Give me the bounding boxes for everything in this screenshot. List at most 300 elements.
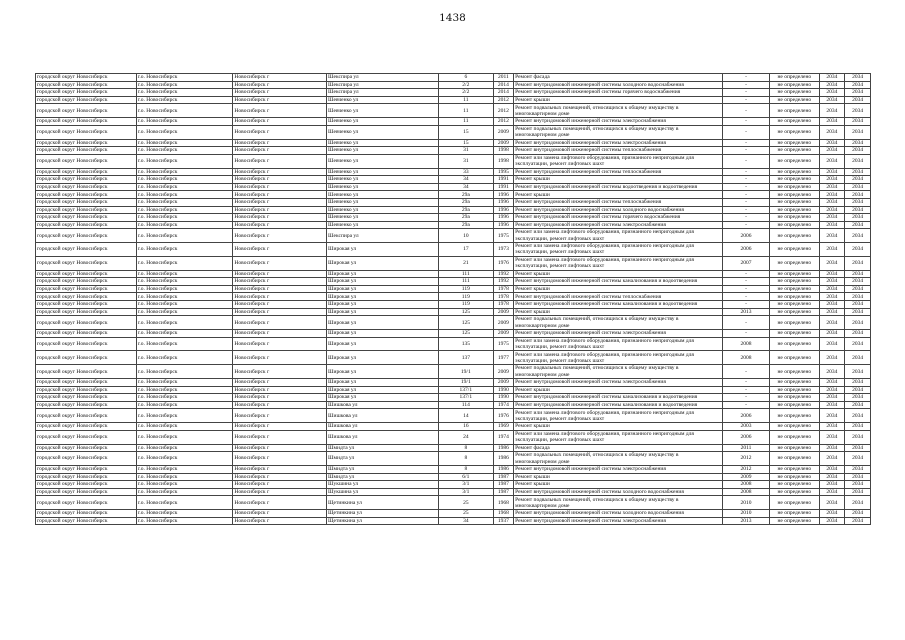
district-cell: городской округ Новосибирск [36, 104, 137, 118]
last-repair-cell: 2008 [722, 351, 769, 365]
street-cell: Широкая ул [326, 256, 438, 270]
district-cell: городской округ Новосибирск [36, 118, 137, 126]
city-cell: Новосибирск г [233, 379, 327, 387]
municipality-cell: г.о. Новосибирск [136, 473, 233, 481]
municipality-cell: г.о. Новосибирск [136, 221, 233, 229]
city-cell: Новосибирск г [233, 198, 327, 206]
year-built-cell: 1968 [493, 496, 514, 510]
city-cell: Новосибирск г [233, 452, 327, 466]
house-cell: 25 [439, 496, 494, 510]
status-cell: не определено [770, 401, 819, 409]
district-cell: городской округ Новосибирск [36, 96, 137, 104]
year-built-cell: 2012 [493, 96, 514, 104]
street-cell: Шевченко ул [326, 118, 438, 126]
status-cell: не определено [770, 285, 819, 293]
street-cell: Широкая ул [326, 301, 438, 309]
last-repair-cell: - [722, 183, 769, 191]
house-cell: 119 [439, 293, 494, 301]
street-cell: Шишкова ул [326, 401, 438, 409]
house-cell: 29а [439, 198, 494, 206]
district-cell: городской округ Новосибирск [36, 444, 137, 452]
work-type-cell: Ремонт или замена лифтового оборудования, признанного непригодным для эксплуатации, ремонт лифтовых шахт [514, 154, 723, 168]
table-row [36, 191, 871, 199]
end-year-cell: 2034 [845, 147, 871, 155]
municipality-cell: г.о. Новосибирск [136, 481, 233, 489]
year-built-cell: 1974 [493, 401, 514, 409]
table-body [36, 74, 871, 525]
city-cell: Новосибирск г [233, 168, 327, 176]
house-cell: 33 [439, 168, 494, 176]
city-cell: Новосибирск г [233, 118, 327, 126]
capital-repair-table [35, 73, 871, 525]
work-type-cell: Ремонт или замена лифтового оборудования, признанного непригодным для эксплуатации, ремонт лифтовых шахт [514, 409, 723, 423]
street-cell: Широкая ул [326, 285, 438, 293]
start-year-cell: 2034 [819, 293, 845, 301]
year-built-cell: 2011 [493, 74, 514, 82]
district-cell: городской округ Новосибирск [36, 293, 137, 301]
municipality-cell: г.о. Новосибирск [136, 214, 233, 222]
street-cell: Шишкова ул [326, 430, 438, 444]
table-row [36, 337, 871, 351]
start-year-cell: 2034 [819, 278, 845, 286]
year-built-cell: 1991 [493, 176, 514, 184]
table-row [36, 198, 871, 206]
municipality-cell: г.о. Новосибирск [136, 278, 233, 286]
district-cell: городской округ Новосибирск [36, 337, 137, 351]
table-row [36, 118, 871, 126]
municipality-cell: г.о. Новосибирск [136, 125, 233, 139]
municipality-cell: г.о. Новосибирск [136, 176, 233, 184]
street-cell: Широкая ул [326, 243, 438, 257]
table-row [36, 517, 871, 525]
start-year-cell: 2034 [819, 176, 845, 184]
year-built-cell: 1974 [493, 430, 514, 444]
house-cell: 2/2 [439, 81, 494, 89]
work-type-cell: Ремонт внутридомовой инженерной системы электроснабжения [514, 330, 723, 338]
year-built-cell: 1986 [493, 452, 514, 466]
status-cell: не определено [770, 183, 819, 191]
last-repair-cell: - [722, 365, 769, 379]
municipality-cell: г.о. Новосибирск [136, 430, 233, 444]
district-cell: городской округ Новосибирск [36, 465, 137, 473]
year-built-cell: 1978 [493, 293, 514, 301]
status-cell: не определено [770, 488, 819, 496]
municipality-cell: г.о. Новосибирск [136, 89, 233, 97]
year-built-cell: 1987 [493, 488, 514, 496]
start-year-cell: 2034 [819, 316, 845, 330]
city-cell: Новосибирск г [233, 444, 327, 452]
end-year-cell: 2034 [845, 401, 871, 409]
table-row [36, 488, 871, 496]
work-type-cell: Ремонт внутридомовой инженерной системы канализования и водоотведения [514, 278, 723, 286]
table-row [36, 496, 871, 510]
table-row [36, 243, 871, 257]
street-cell: Шевченко ул [326, 214, 438, 222]
district-cell: городской округ Новосибирск [36, 256, 137, 270]
work-type-cell: Ремонт крыши [514, 473, 723, 481]
house-cell: 3/1 [439, 488, 494, 496]
start-year-cell: 2034 [819, 206, 845, 214]
last-repair-cell: 2006 [722, 229, 769, 243]
year-built-cell: 1990 [493, 394, 514, 402]
work-type-cell: Ремонт внутридомовой инженерной системы теплоснабжения [514, 198, 723, 206]
house-cell: 119 [439, 301, 494, 309]
municipality-cell: г.о. Новосибирск [136, 401, 233, 409]
work-type-cell: Ремонт крыши [514, 270, 723, 278]
municipality-cell: г.о. Новосибирск [136, 510, 233, 518]
work-type-cell: Ремонт внутридомовой инженерной системы водоотведения и водоотведения [514, 183, 723, 191]
house-cell: 29а [439, 191, 494, 199]
city-cell: Новосибирск г [233, 401, 327, 409]
end-year-cell: 2034 [845, 229, 871, 243]
start-year-cell: 2034 [819, 139, 845, 147]
street-cell: Шишкова ул [326, 423, 438, 431]
status-cell: не определено [770, 308, 819, 316]
start-year-cell: 2034 [819, 430, 845, 444]
table-row [36, 270, 871, 278]
year-built-cell: 1990 [493, 386, 514, 394]
street-cell: Шишкова ул [326, 409, 438, 423]
street-cell: Шевченко ул [326, 198, 438, 206]
house-cell: 31 [439, 154, 494, 168]
year-built-cell: 2009 [493, 308, 514, 316]
last-repair-cell: - [722, 386, 769, 394]
work-type-cell: Ремонт внутридомовой инженерной системы холодного водоснабжения [514, 488, 723, 496]
start-year-cell: 2034 [819, 125, 845, 139]
district-cell: городской округ Новосибирск [36, 214, 137, 222]
table-row [36, 401, 871, 409]
table-row [36, 221, 871, 229]
start-year-cell: 2034 [819, 409, 845, 423]
street-cell: Щетинкина ул [326, 517, 438, 525]
district-cell: городской округ Новосибирск [36, 423, 137, 431]
year-built-cell: 1986 [493, 444, 514, 452]
table-row [36, 81, 871, 89]
street-cell: Широкая ул [326, 386, 438, 394]
house-cell: 137/1 [439, 394, 494, 402]
table-row [36, 394, 871, 402]
end-year-cell: 2034 [845, 379, 871, 387]
work-type-cell: Ремонт подвальных помещений, относящихся к общему имуществу в многоквартирном доме [514, 365, 723, 379]
house-cell: 125 [439, 308, 494, 316]
municipality-cell: г.о. Новосибирск [136, 104, 233, 118]
year-built-cell: 1978 [493, 301, 514, 309]
house-cell: 29а [439, 221, 494, 229]
municipality-cell: г.о. Новосибирск [136, 452, 233, 466]
status-cell: не определено [770, 394, 819, 402]
street-cell: Шекспира ул [326, 229, 438, 243]
table-row [36, 308, 871, 316]
status-cell: не определено [770, 293, 819, 301]
year-built-cell: 1975 [493, 229, 514, 243]
status-cell: не определено [770, 89, 819, 97]
year-built-cell: 1996 [493, 214, 514, 222]
street-cell: Шевченко ул [326, 104, 438, 118]
city-cell: Новосибирск г [233, 229, 327, 243]
table-row [36, 301, 871, 309]
start-year-cell: 2034 [819, 270, 845, 278]
status-cell: не определено [770, 473, 819, 481]
house-cell: 125 [439, 330, 494, 338]
municipality-cell: г.о. Новосибирск [136, 365, 233, 379]
last-repair-cell: 2012 [722, 452, 769, 466]
house-cell: 111 [439, 270, 494, 278]
status-cell: не определено [770, 496, 819, 510]
district-cell: городской округ Новосибирск [36, 89, 137, 97]
city-cell: Новосибирск г [233, 221, 327, 229]
street-cell: Шекспира ул [326, 89, 438, 97]
work-type-cell: Ремонт внутридомовой инженерной системы электроснабжения [514, 221, 723, 229]
last-repair-cell: - [722, 206, 769, 214]
city-cell: Новосибирск г [233, 81, 327, 89]
house-cell: 31 [439, 147, 494, 155]
table-row [36, 510, 871, 518]
status-cell: не определено [770, 351, 819, 365]
municipality-cell: г.о. Новосибирск [136, 229, 233, 243]
start-year-cell: 2034 [819, 89, 845, 97]
end-year-cell: 2034 [845, 365, 871, 379]
municipality-cell: г.о. Новосибирск [136, 285, 233, 293]
street-cell: Шевченко ул [326, 154, 438, 168]
year-built-cell: 1937 [493, 517, 514, 525]
end-year-cell: 2034 [845, 74, 871, 82]
last-repair-cell: 2007 [722, 256, 769, 270]
city-cell: Новосибирск г [233, 139, 327, 147]
end-year-cell: 2034 [845, 517, 871, 525]
work-type-cell: Ремонт или замена лифтового оборудования, признанного непригодным для эксплуатации, ремонт лифтовых шахт [514, 243, 723, 257]
city-cell: Новосибирск г [233, 430, 327, 444]
work-type-cell: Ремонт внутридомовой инженерной системы теплоснабжения [514, 147, 723, 155]
status-cell: не определено [770, 423, 819, 431]
house-cell: 14 [439, 409, 494, 423]
table-row [36, 104, 871, 118]
house-cell: 34 [439, 183, 494, 191]
table-row [36, 481, 871, 489]
city-cell: Новосибирск г [233, 330, 327, 338]
work-type-cell: Ремонт внутридомовой инженерной системы холодного водоснабжения [514, 81, 723, 89]
street-cell: Шевченко ул [326, 125, 438, 139]
start-year-cell: 2034 [819, 221, 845, 229]
house-cell: 2/2 [439, 89, 494, 97]
start-year-cell: 2034 [819, 465, 845, 473]
work-type-cell: Ремонт внутридомовой инженерной системы теплоснабжения [514, 168, 723, 176]
municipality-cell: г.о. Новосибирск [136, 81, 233, 89]
end-year-cell: 2034 [845, 198, 871, 206]
work-type-cell: Ремонт крыши [514, 176, 723, 184]
table-row [36, 139, 871, 147]
status-cell: не определено [770, 465, 819, 473]
last-repair-cell: 2006 [722, 430, 769, 444]
street-cell: Широкая ул [326, 337, 438, 351]
city-cell: Новосибирск г [233, 176, 327, 184]
end-year-cell: 2034 [845, 481, 871, 489]
district-cell: городской округ Новосибирск [36, 206, 137, 214]
city-cell: Новосибирск г [233, 337, 327, 351]
start-year-cell: 2034 [819, 308, 845, 316]
municipality-cell: г.о. Новосибирск [136, 465, 233, 473]
start-year-cell: 2034 [819, 168, 845, 176]
work-type-cell: Ремонт внутридомовой инженерной системы горячего водоснабжения [514, 89, 723, 97]
street-cell: Щетинкина ул [326, 510, 438, 518]
end-year-cell: 2034 [845, 214, 871, 222]
end-year-cell: 2034 [845, 191, 871, 199]
work-type-cell: Ремонт внутридомовой инженерной системы электроснабжения [514, 517, 723, 525]
end-year-cell: 2034 [845, 351, 871, 365]
status-cell: не определено [770, 256, 819, 270]
start-year-cell: 2034 [819, 104, 845, 118]
house-cell: 17 [439, 243, 494, 257]
status-cell: не определено [770, 409, 819, 423]
status-cell: не определено [770, 147, 819, 155]
end-year-cell: 2034 [845, 104, 871, 118]
street-cell: Шевченко ул [326, 191, 438, 199]
last-repair-cell: 2008 [722, 488, 769, 496]
end-year-cell: 2034 [845, 316, 871, 330]
street-cell: Шевченко ул [326, 183, 438, 191]
status-cell: не определено [770, 214, 819, 222]
district-cell: городской округ Новосибирск [36, 386, 137, 394]
house-cell: 11 [439, 104, 494, 118]
street-cell: Широкая ул [326, 270, 438, 278]
year-built-cell: 2009 [493, 139, 514, 147]
city-cell: Новосибирск г [233, 465, 327, 473]
municipality-cell: г.о. Новосибирск [136, 308, 233, 316]
street-cell: Широкая ул [326, 293, 438, 301]
house-cell: 16 [439, 423, 494, 431]
city-cell: Новосибирск г [233, 301, 327, 309]
last-repair-cell: 2008 [722, 337, 769, 351]
status-cell: не определено [770, 330, 819, 338]
work-type-cell: Ремонт внутридомовой инженерной системы холодного водоснабжения [514, 510, 723, 518]
city-cell: Новосибирск г [233, 125, 327, 139]
end-year-cell: 2034 [845, 452, 871, 466]
municipality-cell: г.о. Новосибирск [136, 330, 233, 338]
table-row [36, 183, 871, 191]
status-cell: не определено [770, 301, 819, 309]
start-year-cell: 2034 [819, 401, 845, 409]
district-cell: городской округ Новосибирск [36, 270, 137, 278]
year-built-cell: 2012 [493, 118, 514, 126]
end-year-cell: 2034 [845, 125, 871, 139]
table-row [36, 125, 871, 139]
year-built-cell: 1991 [493, 183, 514, 191]
city-cell: Новосибирск г [233, 386, 327, 394]
status-cell: не определено [770, 278, 819, 286]
status-cell: не определено [770, 386, 819, 394]
end-year-cell: 2034 [845, 89, 871, 97]
page-number: 1438 [439, 12, 466, 24]
end-year-cell: 2034 [845, 176, 871, 184]
end-year-cell: 2034 [845, 256, 871, 270]
start-year-cell: 2034 [819, 147, 845, 155]
work-type-cell: Ремонт крыши [514, 308, 723, 316]
start-year-cell: 2034 [819, 118, 845, 126]
last-repair-cell: - [722, 191, 769, 199]
municipality-cell: г.о. Новосибирск [136, 293, 233, 301]
table-row [36, 465, 871, 473]
year-built-cell: 1976 [493, 409, 514, 423]
municipality-cell: г.о. Новосибирск [136, 379, 233, 387]
table-row [36, 473, 871, 481]
municipality-cell: г.о. Новосибирск [136, 147, 233, 155]
district-cell: городской округ Новосибирск [36, 221, 137, 229]
last-repair-cell: - [722, 401, 769, 409]
street-cell: Шевченко ул [326, 176, 438, 184]
last-repair-cell: 2006 [722, 409, 769, 423]
table-row [36, 89, 871, 97]
district-cell: городской округ Новосибирск [36, 168, 137, 176]
end-year-cell: 2034 [845, 330, 871, 338]
status-cell: не определено [770, 365, 819, 379]
street-cell: Шмидта ул [326, 473, 438, 481]
street-cell: Шмидта ул [326, 444, 438, 452]
end-year-cell: 2034 [845, 221, 871, 229]
table-row [36, 96, 871, 104]
status-cell: не определено [770, 316, 819, 330]
city-cell: Новосибирск г [233, 316, 327, 330]
year-built-cell: 2009 [493, 330, 514, 338]
city-cell: Новосибирск г [233, 351, 327, 365]
year-built-cell: 2012 [493, 104, 514, 118]
municipality-cell: г.о. Новосибирск [136, 496, 233, 510]
start-year-cell: 2034 [819, 517, 845, 525]
municipality-cell: г.о. Новосибирск [136, 394, 233, 402]
year-built-cell: 1969 [493, 423, 514, 431]
year-built-cell: 1996 [493, 191, 514, 199]
district-cell: городской округ Новосибирск [36, 488, 137, 496]
district-cell: городской округ Новосибирск [36, 365, 137, 379]
municipality-cell: г.о. Новосибирск [136, 386, 233, 394]
district-cell: городской округ Новосибирск [36, 243, 137, 257]
street-cell: Широкая ул [326, 379, 438, 387]
end-year-cell: 2034 [845, 308, 871, 316]
last-repair-cell: 2011 [722, 444, 769, 452]
district-cell: городской округ Новосибирск [36, 285, 137, 293]
district-cell: городской округ Новосибирск [36, 316, 137, 330]
work-type-cell: Ремонт внутридомовой инженерной системы канализования и водоотведения [514, 394, 723, 402]
district-cell: городской округ Новосибирск [36, 198, 137, 206]
start-year-cell: 2034 [819, 394, 845, 402]
work-type-cell: Ремонт внутридомовой инженерной системы горячего водоснабжения [514, 214, 723, 222]
start-year-cell: 2034 [819, 74, 845, 82]
status-cell: не определено [770, 198, 819, 206]
status-cell: не определено [770, 229, 819, 243]
house-cell: 137 [439, 351, 494, 365]
city-cell: Новосибирск г [233, 394, 327, 402]
district-cell: городской округ Новосибирск [36, 125, 137, 139]
end-year-cell: 2034 [845, 386, 871, 394]
status-cell: не определено [770, 125, 819, 139]
street-cell: Шевченко ул [326, 139, 438, 147]
status-cell: не определено [770, 337, 819, 351]
house-cell: 8 [439, 444, 494, 452]
end-year-cell: 2034 [845, 243, 871, 257]
last-repair-cell: 2003 [722, 423, 769, 431]
start-year-cell: 2034 [819, 496, 845, 510]
last-repair-cell: - [722, 379, 769, 387]
city-cell: Новосибирск г [233, 473, 327, 481]
city-cell: Новосибирск г [233, 510, 327, 518]
status-cell: не определено [770, 379, 819, 387]
district-cell: городской округ Новосибирск [36, 496, 137, 510]
district-cell: городской округ Новосибирск [36, 473, 137, 481]
city-cell: Новосибирск г [233, 147, 327, 155]
district-cell: городской округ Новосибирск [36, 517, 137, 525]
year-built-cell: 1987 [493, 473, 514, 481]
end-year-cell: 2034 [845, 430, 871, 444]
municipality-cell: г.о. Новосибирск [136, 409, 233, 423]
table-row [36, 365, 871, 379]
